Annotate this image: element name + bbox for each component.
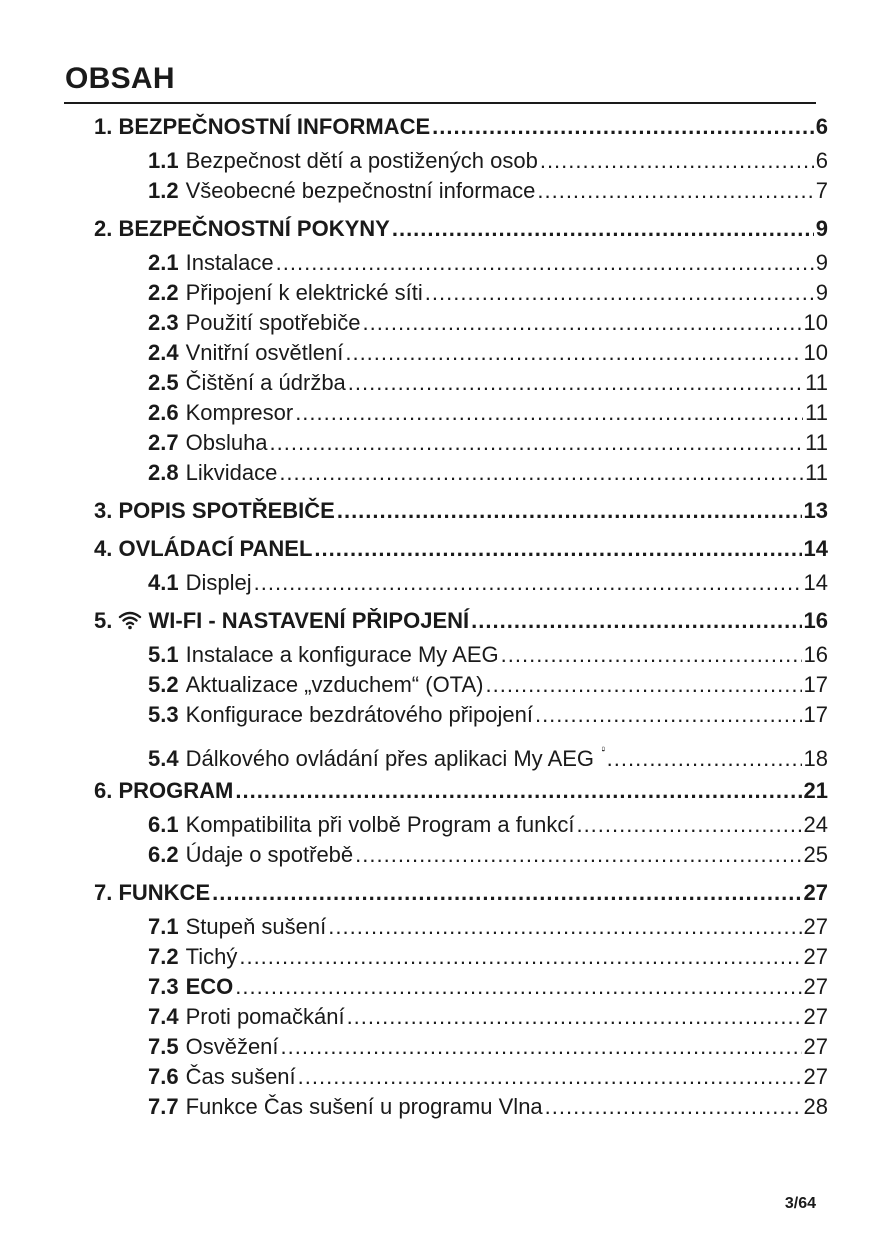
toc-page-number: 9 (815, 250, 828, 275)
toc-page-number: 27 (803, 1034, 828, 1059)
toc-leader-dots (235, 776, 801, 806)
toc-page-number: 9 (815, 216, 828, 241)
toc-section-number: 7.4 (148, 1004, 179, 1029)
toc-page-number: 17 (803, 672, 828, 697)
toc-section-label: Instalace (185, 250, 274, 275)
toc-leader-dots (345, 338, 801, 368)
toc-leader-dots (545, 1092, 802, 1122)
toc-section-label: Čas sušení (185, 1064, 296, 1089)
toc-page-number: 13 (803, 498, 828, 523)
toc-leader-dots (328, 912, 801, 942)
toc-section-label: Likvidace (185, 460, 278, 485)
toc-leader-dots (239, 942, 801, 972)
toc-section-number: 6.2 (148, 842, 179, 867)
toc-leader-dots (279, 458, 803, 488)
toc-section-2-1[interactable] (94, 248, 828, 278)
toc-section-number: 7.2 (148, 944, 179, 969)
toc-leader-dots (347, 1002, 802, 1032)
toc-section-5-4[interactable] (94, 732, 828, 776)
toc-section-number: 5.2 (148, 672, 179, 697)
toc-leader-dots (348, 368, 803, 398)
toc-leader-dots (281, 1032, 802, 1062)
toc-chapter-label: 2. BEZPEČNOSTNÍ POKYNY (94, 216, 390, 241)
toc-section-number: 1.1 (148, 148, 179, 173)
toc-section-number: 1.2 (148, 178, 179, 203)
toc-leader-dots (298, 1062, 802, 1092)
toc-leader-dots (392, 214, 814, 244)
table-of-contents (94, 112, 828, 1122)
toc-page-number: 25 (803, 842, 828, 867)
toc-section-2-5[interactable] (94, 368, 828, 398)
toc-section-number: 5.3 (148, 702, 179, 727)
toc-chapter-6[interactable] (94, 776, 828, 806)
toc-section-7-2[interactable] (94, 942, 828, 972)
toc-leader-dots (501, 640, 802, 670)
toc-chapter-label: 4. OVLÁDACÍ PANEL (94, 536, 313, 561)
toc-leader-dots (607, 737, 802, 776)
toc-leader-dots (212, 878, 801, 908)
toc-section-number: 7.7 (148, 1094, 179, 1119)
toc-section-7-1[interactable] (94, 912, 828, 942)
toc-leader-dots (295, 398, 803, 428)
toc-section-4-1[interactable] (94, 568, 828, 598)
toc-section-5-1[interactable] (94, 640, 828, 670)
toc-chapter-label: 1. BEZPEČNOSTNÍ INFORMACE (94, 114, 431, 139)
toc-section-number: 7.3 (148, 974, 179, 999)
toc-chapter-label: 3. POPIS SPOTŘEBIČE (94, 498, 335, 523)
toc-section-1-1[interactable] (94, 146, 828, 176)
toc-chapter-3[interactable] (94, 496, 828, 526)
toc-page-number: 11 (805, 430, 828, 455)
toc-page-number: 9 (815, 280, 828, 305)
toc-section-number: 2.2 (148, 280, 179, 305)
toc-section-5-2[interactable] (94, 670, 828, 700)
toc-section-number: 2.4 (148, 340, 179, 365)
toc-section-7-5[interactable] (94, 1032, 828, 1062)
toc-section-2-2[interactable] (94, 278, 828, 308)
toc-chapter-label: 6. PROGRAM (94, 778, 234, 803)
toc-section-number: 2.8 (148, 460, 179, 485)
toc-section-5-3[interactable] (94, 700, 828, 730)
page-title: OBSAH (65, 62, 175, 95)
toc-page-number: 7 (815, 178, 828, 203)
toc-section-label: Bezpečnost dětí a postižených osob (185, 148, 538, 173)
toc-section-label: Proti pomačkání (185, 1004, 345, 1029)
toc-section-6-1[interactable] (94, 810, 828, 840)
toc-page-number: 11 (805, 460, 828, 485)
toc-section-7-3[interactable] (94, 972, 828, 1002)
toc-section-label: Všeobecné bezpečnostní informace (185, 178, 536, 203)
toc-section-number: 5.4 (148, 746, 179, 771)
toc-leader-dots (486, 670, 802, 700)
toc-section-number: 5.1 (148, 642, 179, 667)
toc-section-2-7[interactable] (94, 428, 828, 458)
toc-section-label: Dálkového ovládání přes aplikaci My AEG (185, 746, 595, 771)
toc-page-number: 16 (803, 642, 828, 667)
toc-section-number: 7.5 (148, 1034, 179, 1059)
toc-page-number: 27 (803, 1004, 828, 1029)
toc-page-number: 24 (803, 812, 828, 837)
toc-leader-dots (276, 248, 814, 278)
toc-leader-dots (362, 308, 801, 338)
toc-page-number: 11 (805, 400, 828, 425)
page-number: 3/64 (784, 1195, 816, 1212)
toc-section-2-6[interactable] (94, 398, 828, 428)
toc-section-label: Osvěžení (185, 1034, 279, 1059)
toc-section-label: ECO (185, 974, 234, 999)
toc-leader-dots (314, 534, 801, 564)
toc-page-number: 6 (815, 114, 828, 139)
toc-section-label: Údaje o spotřebě (185, 842, 354, 867)
toc-section-label: Kompatibilita při volbě Program a funkcí (185, 812, 575, 837)
toc-page-number: 27 (803, 974, 828, 999)
toc-section-label: Tichý (185, 944, 238, 969)
toc-section-7-4[interactable] (94, 1002, 828, 1032)
toc-chapter-label (94, 606, 469, 636)
toc-leader-dots (254, 568, 802, 598)
toc-section-number: 7.6 (148, 1064, 179, 1089)
toc-leader-dots (535, 700, 802, 730)
toc-leader-dots (432, 112, 814, 142)
toc-page-number: 18 (803, 746, 828, 771)
toc-page-number: 14 (803, 536, 828, 561)
toc-section-number: 4.1 (148, 570, 179, 595)
toc-leader-dots (425, 278, 814, 308)
toc-leader-dots (355, 840, 801, 870)
toc-leader-dots (540, 146, 814, 176)
toc-page-number: 27 (803, 914, 828, 939)
toc-section-7-6[interactable] (94, 1062, 828, 1092)
wifi-icon (118, 610, 142, 630)
toc-leader-dots (337, 496, 802, 526)
toc-chapter-prefix: 5. (94, 608, 113, 633)
toc-page-number: 10 (803, 340, 828, 365)
toc-page-number: 27 (803, 880, 828, 905)
toc-page-number: 28 (803, 1094, 828, 1119)
toc-page-number: 27 (803, 1064, 828, 1089)
toc-leader-dots (235, 972, 801, 1002)
toc-section-number: 2.7 (148, 430, 179, 455)
toc-section-number: 2.3 (148, 310, 179, 335)
toc-chapter-5[interactable] (94, 606, 828, 636)
toc-section-2-8[interactable] (94, 458, 828, 488)
toc-section-label: Připojení k elektrické síti (185, 280, 423, 305)
toc-chapter-2[interactable] (94, 214, 828, 244)
toc-section-2-4[interactable] (94, 338, 828, 368)
toc-section-6-2[interactable] (94, 840, 828, 870)
toc-section-label: Funkce Čas sušení u programu Vlna (185, 1094, 543, 1119)
toc-section-1-2[interactable] (94, 176, 828, 206)
toc-page-number: 17 (803, 702, 828, 727)
toc-chapter-7[interactable] (94, 878, 828, 908)
toc-section-label: Instalace a konfigurace My AEG (185, 642, 499, 667)
toc-page-number: 14 (803, 570, 828, 595)
toc-section-number: 2.5 (148, 370, 179, 395)
toc-leader-dots (576, 810, 801, 840)
toc-chapter-4[interactable] (94, 534, 828, 564)
toc-section-label: Displej (185, 570, 252, 595)
toc-section-label: Použití spotřebiče (185, 310, 361, 335)
toc-chapter-label: 7. FUNKCE (94, 880, 211, 905)
smartphone-icon (602, 732, 605, 766)
toc-section-label: Vnitřní osvětlení (185, 340, 344, 365)
title-divider (64, 102, 816, 104)
toc-section-label: Stupeň sušení (185, 914, 327, 939)
toc-page-number: 6 (815, 148, 828, 173)
toc-chapter-1[interactable] (94, 112, 828, 142)
toc-section-number: 7.1 (148, 914, 179, 939)
toc-section-label: Kompresor (185, 400, 294, 425)
toc-leader-dots (537, 176, 813, 206)
toc-section-label: Konfigurace bezdrátového připojení (185, 702, 533, 727)
toc-section-label: Čištění a údržba (185, 370, 346, 395)
toc-page-number: 11 (805, 370, 828, 395)
toc-leader-dots (471, 606, 801, 636)
toc-section-label: Aktualizace „vzduchem“ (OTA) (185, 672, 484, 697)
toc-page-number: 10 (803, 310, 828, 335)
toc-chapter-title: WI-FI - NASTAVENÍ PŘIPOJENÍ (148, 608, 470, 633)
toc-section-7-7[interactable] (94, 1092, 828, 1122)
toc-section-number: 6.1 (148, 812, 179, 837)
toc-section-2-3[interactable] (94, 308, 828, 338)
toc-leader-dots (270, 428, 804, 458)
toc-page-number: 16 (803, 608, 828, 633)
toc-section-number: 2.1 (148, 250, 179, 275)
toc-section-number: 2.6 (148, 400, 179, 425)
toc-section-label: Obsluha (185, 430, 268, 455)
toc-page-number: 21 (803, 778, 828, 803)
toc-page-number: 27 (803, 944, 828, 969)
